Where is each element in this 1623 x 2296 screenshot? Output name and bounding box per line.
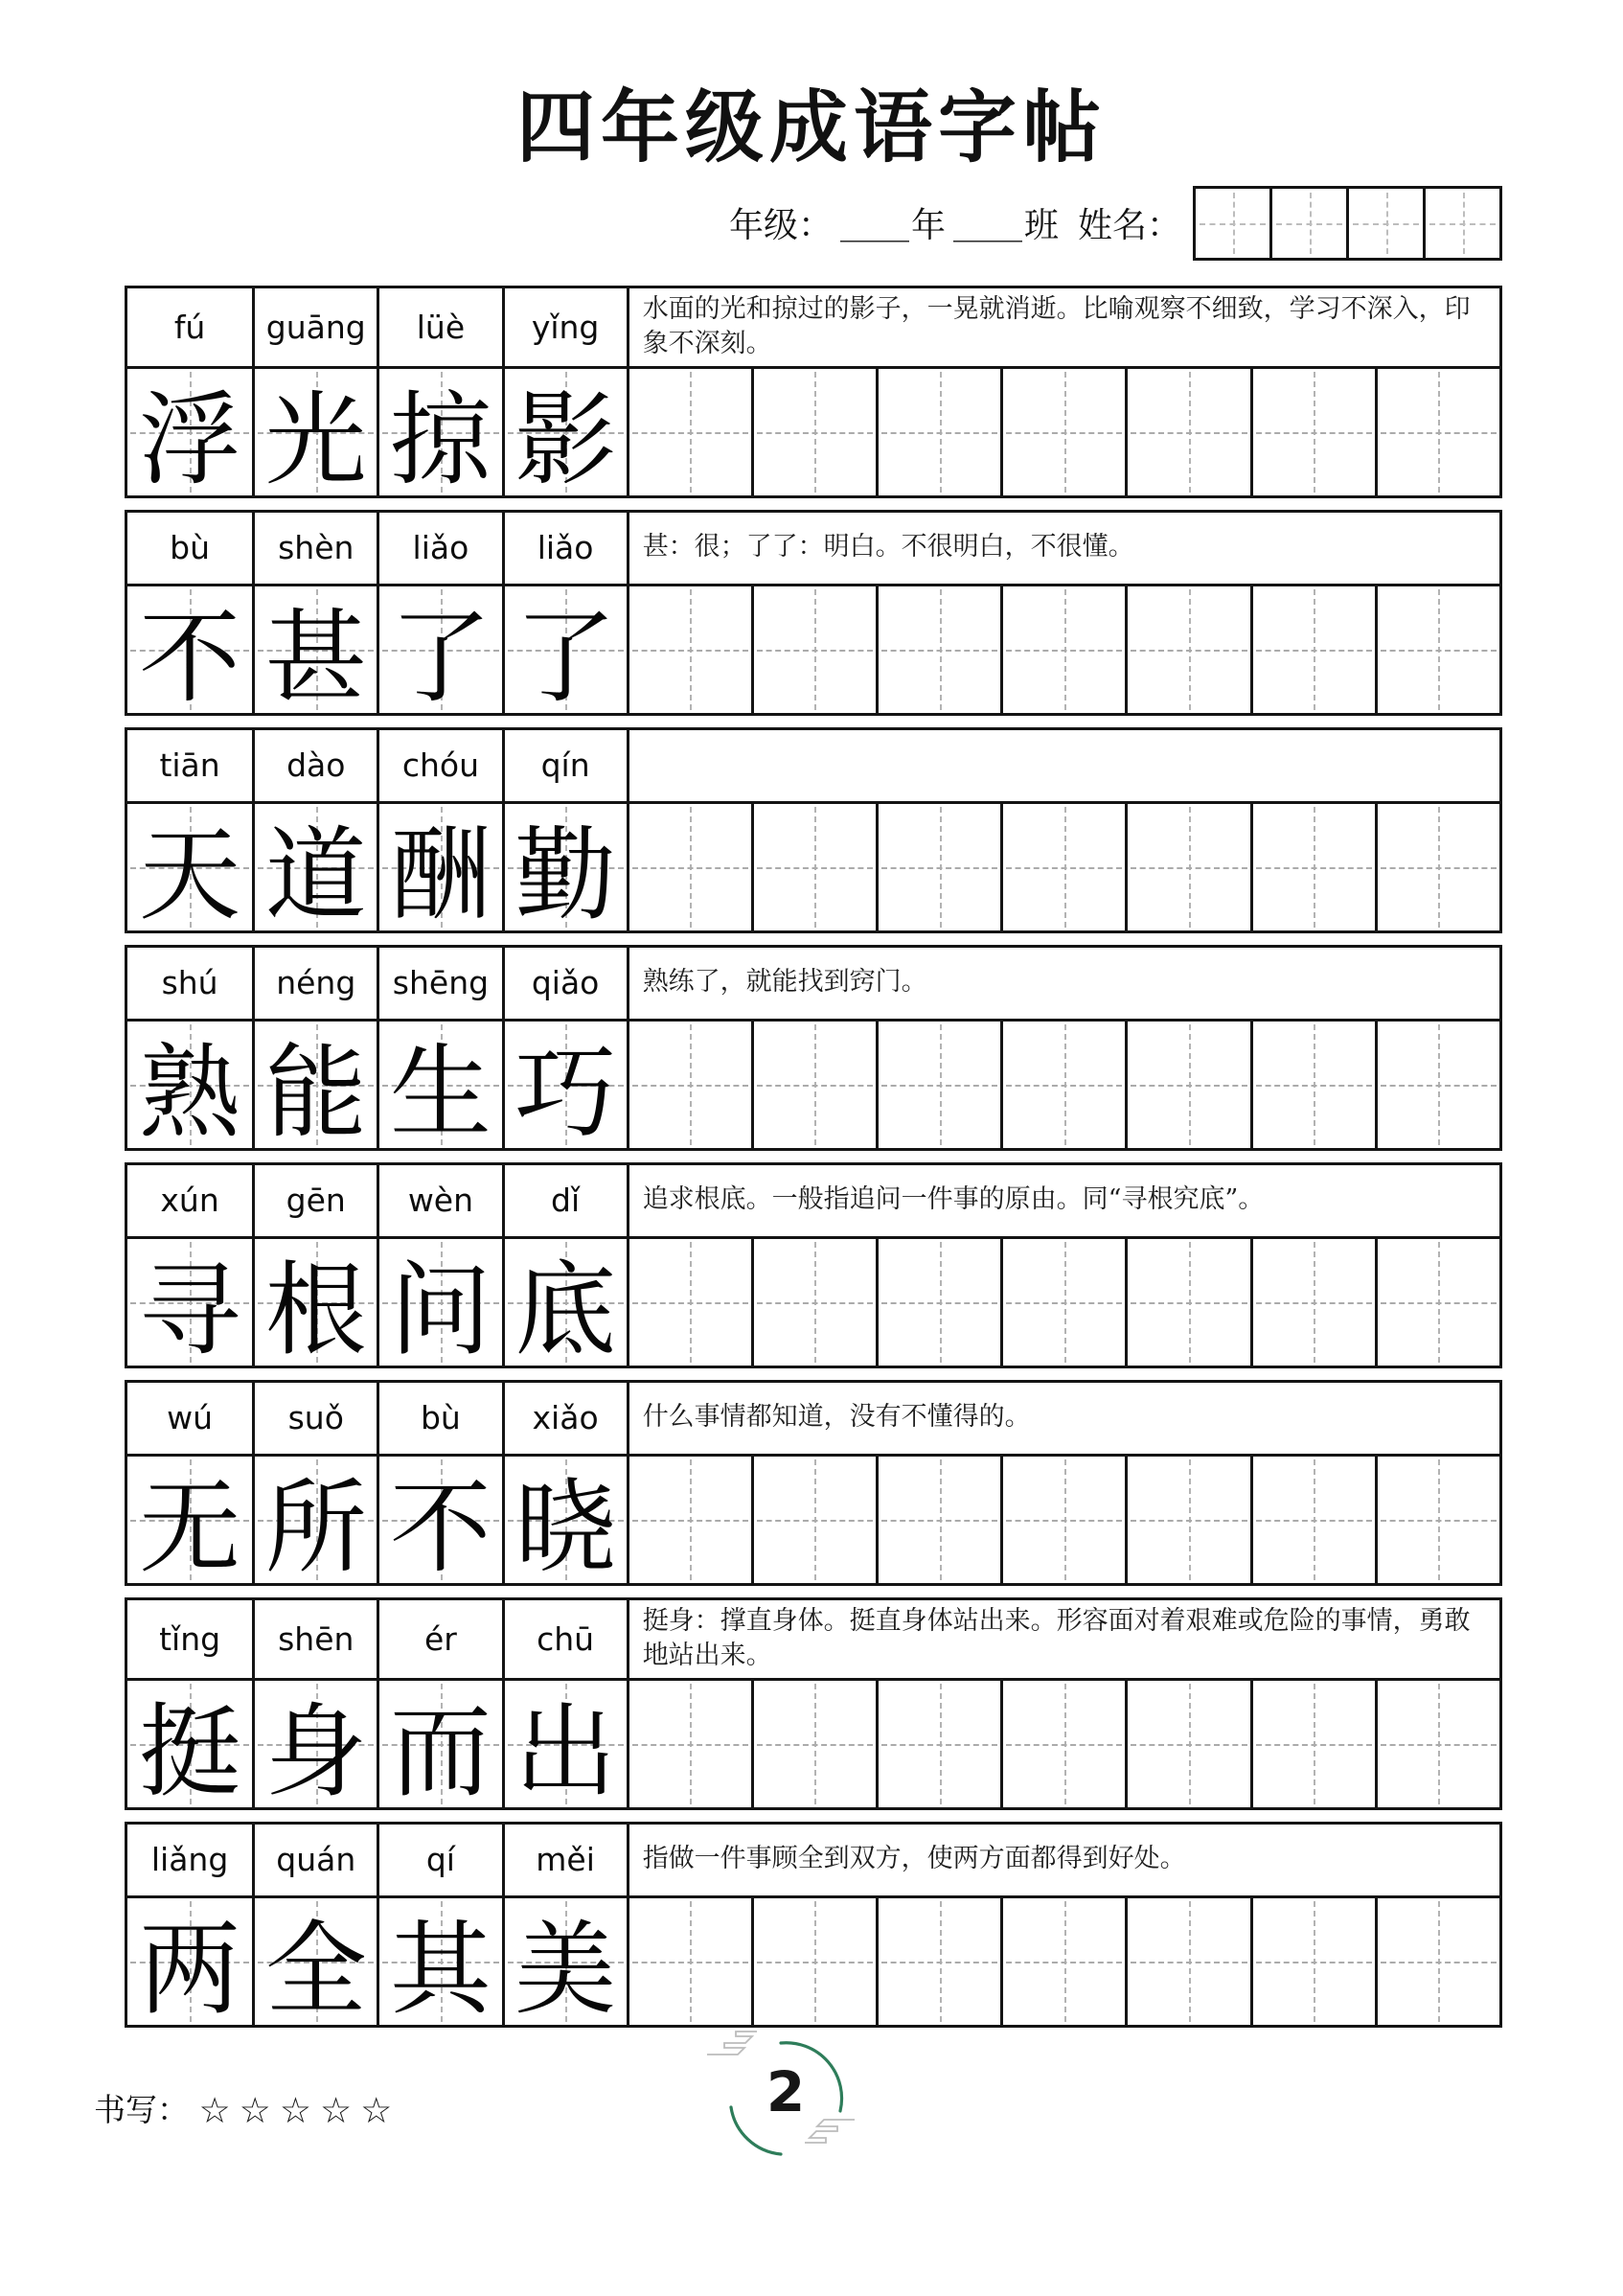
definition-text bbox=[627, 513, 1499, 584]
definition-text-content: 什么事情都知道，没有不懂得的。 bbox=[642, 1402, 1031, 1433]
practice-cell bbox=[1125, 586, 1249, 713]
model-character-cell bbox=[377, 1457, 501, 1587]
practice-cell bbox=[1000, 586, 1125, 713]
practice-cell bbox=[876, 804, 1000, 930]
idiom-block bbox=[125, 1597, 1502, 1810]
pinyin-cell: shèn bbox=[252, 513, 377, 584]
pinyin-definition-row bbox=[127, 513, 1499, 586]
practice-cell bbox=[1375, 1457, 1499, 1583]
name-box bbox=[1196, 189, 1269, 258]
practice-cell bbox=[1125, 1457, 1249, 1583]
practice-cell bbox=[1375, 586, 1499, 713]
idiom-block bbox=[125, 1162, 1502, 1368]
pinyin-cell: chū bbox=[502, 1600, 627, 1678]
pinyin-cell: shēn bbox=[252, 1600, 377, 1678]
model-character: 其 bbox=[389, 1910, 491, 2029]
practice-cell bbox=[751, 1239, 876, 1366]
practice-cell bbox=[876, 1022, 1000, 1148]
model-character: 晓 bbox=[514, 1468, 617, 1587]
idiom-block bbox=[125, 727, 1502, 933]
practice-cell bbox=[1375, 369, 1499, 495]
pinyin-cell: qiǎo bbox=[502, 948, 627, 1019]
pinyin-definition-row bbox=[127, 730, 1499, 804]
pinyin-cell: liǎo bbox=[502, 513, 627, 584]
model-character: 光 bbox=[264, 380, 367, 499]
model-character: 道 bbox=[264, 815, 367, 934]
practice-row bbox=[127, 369, 1499, 499]
model-character: 无 bbox=[139, 1468, 241, 1587]
practice-cell bbox=[1375, 1022, 1499, 1148]
pinyin-cell: tiān bbox=[159, 746, 220, 785]
definition-text bbox=[627, 1383, 1499, 1454]
idiom-block bbox=[125, 1380, 1502, 1586]
model-character-cell bbox=[127, 1898, 252, 2029]
model-character-cell bbox=[377, 1239, 501, 1369]
model-character-cell bbox=[252, 1022, 377, 1152]
pinyin-cell: liǎo bbox=[377, 513, 501, 584]
model-character: 而 bbox=[389, 1692, 491, 1811]
student-info-line bbox=[0, 186, 1502, 261]
practice-row bbox=[127, 1457, 1499, 1587]
model-character: 能 bbox=[264, 1033, 367, 1152]
model-character: 不 bbox=[139, 598, 241, 717]
pinyin-cell: wèn bbox=[377, 1165, 501, 1236]
pinyin-cell: wú bbox=[167, 1399, 214, 1437]
pinyin-cell: néng bbox=[252, 948, 377, 1019]
practice-cell bbox=[876, 1457, 1000, 1583]
model-character-cell bbox=[377, 1681, 501, 1811]
model-character-cell bbox=[252, 804, 377, 934]
practice-row bbox=[127, 1681, 1499, 1811]
practice-row bbox=[127, 586, 1499, 717]
idiom-block bbox=[125, 945, 1502, 1151]
model-character-cell bbox=[252, 1457, 377, 1587]
model-character-cell bbox=[252, 369, 377, 499]
pinyin-cell: dǐ bbox=[502, 1165, 627, 1236]
model-character-cell bbox=[502, 1457, 627, 1587]
practice-cell bbox=[1125, 804, 1249, 930]
practice-cell bbox=[1375, 1681, 1499, 1807]
model-character: 美 bbox=[514, 1910, 617, 2029]
pinyin-cell: guāng bbox=[252, 288, 377, 366]
name-box bbox=[1269, 189, 1346, 258]
definition-text-content: 水面的光和掠过的影子，一晃就消逝。比喻观察不细致，学习不深入，印象不深刻。 bbox=[642, 293, 1471, 359]
practice-cell bbox=[1250, 1022, 1375, 1148]
practice-cell bbox=[1250, 1898, 1375, 2025]
definition-text bbox=[627, 1825, 1499, 1895]
model-character: 熟 bbox=[139, 1033, 241, 1152]
definition-text-content: 挺身：撑直身体。挺直身体站出来。形容面对着艰难或危险的事情，勇敢地站出来。 bbox=[642, 1605, 1471, 1671]
model-character: 不 bbox=[389, 1468, 491, 1587]
model-character: 寻 bbox=[139, 1251, 241, 1369]
practice-cell bbox=[627, 586, 751, 713]
definition-text bbox=[627, 288, 1499, 366]
practice-cell bbox=[627, 1898, 751, 2025]
practice-cell bbox=[1125, 1239, 1249, 1366]
model-character-cell bbox=[377, 1898, 501, 2029]
pinyin-definition-row bbox=[127, 1383, 1499, 1457]
practice-cell bbox=[751, 369, 876, 495]
practice-cell bbox=[751, 1457, 876, 1583]
model-character-cell bbox=[377, 369, 501, 499]
pinyin-cell: quán bbox=[252, 1825, 377, 1895]
model-character-cell bbox=[502, 804, 627, 934]
model-character-cell bbox=[377, 1022, 501, 1152]
model-character-cell bbox=[502, 369, 627, 499]
definition-text-content: 熟练了，就能找到窍门。 bbox=[642, 967, 927, 998]
practice-cell bbox=[1000, 1239, 1125, 1366]
model-character-cell bbox=[127, 804, 252, 934]
practice-cell bbox=[876, 1681, 1000, 1807]
model-character: 全 bbox=[264, 1910, 367, 2029]
definition-text bbox=[627, 730, 1499, 801]
definition-text-content: 追求根底。一般指追问一件事的原由。同“寻根究底”。 bbox=[642, 1184, 1265, 1215]
pinyin-cell: qín bbox=[502, 730, 627, 801]
idiom-block bbox=[125, 286, 1502, 498]
pinyin-definition-row bbox=[127, 1600, 1499, 1681]
model-character-cell bbox=[377, 804, 501, 934]
practice-row bbox=[127, 1898, 1499, 2029]
practice-cell bbox=[1125, 1898, 1249, 2025]
practice-cell bbox=[1250, 1239, 1375, 1366]
pinyin-cell: yǐng bbox=[502, 288, 627, 366]
model-character: 所 bbox=[264, 1468, 367, 1587]
model-character: 身 bbox=[264, 1692, 367, 1811]
model-character-cell bbox=[252, 1898, 377, 2029]
pinyin-cell: tǐng bbox=[159, 1619, 221, 1658]
practice-cell bbox=[1375, 1898, 1499, 2025]
model-character-cell bbox=[127, 1022, 252, 1152]
definition-text bbox=[627, 1165, 1499, 1236]
practice-cell bbox=[876, 1239, 1000, 1366]
model-character: 勤 bbox=[514, 815, 617, 934]
idiom-block bbox=[125, 510, 1502, 716]
definition-text bbox=[627, 948, 1499, 1019]
practice-cell bbox=[1000, 1457, 1125, 1583]
model-character: 问 bbox=[389, 1251, 491, 1369]
practice-cell bbox=[876, 1898, 1000, 2025]
model-character-cell bbox=[502, 1239, 627, 1369]
definition-text-content: 指做一件事顾全到双方，使两方面都得到好处。 bbox=[642, 1844, 1186, 1874]
model-character: 了 bbox=[514, 598, 617, 717]
model-character-cell bbox=[252, 1681, 377, 1811]
practice-cell bbox=[751, 804, 876, 930]
name-box bbox=[1423, 189, 1499, 258]
pinyin-definition-row bbox=[127, 948, 1499, 1022]
practice-cell bbox=[751, 1681, 876, 1807]
practice-cell bbox=[1000, 804, 1125, 930]
model-character: 两 bbox=[139, 1910, 241, 2029]
pinyin-cell: xún bbox=[160, 1182, 219, 1220]
pinyin-definition-row bbox=[127, 1165, 1499, 1239]
grade-label: 年级： bbox=[728, 206, 833, 246]
practice-cell bbox=[1000, 1681, 1125, 1807]
practice-cell bbox=[1250, 804, 1375, 930]
practice-row bbox=[127, 1022, 1499, 1152]
practice-cell bbox=[1250, 369, 1375, 495]
model-character: 根 bbox=[264, 1251, 367, 1369]
pinyin-cell: lüè bbox=[377, 288, 501, 366]
pinyin-cell: xiǎo bbox=[502, 1383, 627, 1454]
model-character-cell bbox=[502, 1681, 627, 1811]
practice-cell bbox=[1125, 369, 1249, 495]
model-character-cell bbox=[127, 369, 252, 499]
practice-cell bbox=[627, 369, 751, 495]
model-character-cell bbox=[127, 1457, 252, 1587]
model-character: 底 bbox=[514, 1251, 617, 1369]
pinyin-cell: qí bbox=[377, 1825, 501, 1895]
pinyin-cell: shú bbox=[161, 964, 218, 1002]
model-character-cell bbox=[502, 586, 627, 717]
page-number-decoration bbox=[705, 2018, 866, 2179]
practice-cell bbox=[1375, 804, 1499, 930]
name-box bbox=[1346, 189, 1423, 258]
practice-cell bbox=[751, 1022, 876, 1148]
model-character: 浮 bbox=[139, 380, 241, 499]
model-character: 了 bbox=[389, 598, 491, 717]
model-character: 甚 bbox=[264, 598, 367, 717]
pinyin-cell: shēng bbox=[377, 948, 501, 1019]
practice-cell bbox=[1250, 586, 1375, 713]
pinyin-definition-row bbox=[127, 288, 1499, 369]
pinyin-cell: bù bbox=[170, 529, 211, 567]
practice-cell bbox=[627, 1022, 751, 1148]
page-title: 四年级成语字帖 bbox=[515, 81, 1107, 173]
model-character-cell bbox=[127, 1681, 252, 1811]
pinyin-definition-row bbox=[127, 1825, 1499, 1898]
pinyin-cell: bù bbox=[377, 1383, 501, 1454]
pinyin-cell: suǒ bbox=[252, 1383, 377, 1454]
practice-cell bbox=[1000, 1898, 1125, 2025]
pinyin-cell: liǎng bbox=[150, 1841, 229, 1879]
pinyin-cell: gēn bbox=[252, 1165, 377, 1236]
model-character-cell bbox=[127, 586, 252, 717]
pinyin-cell: fú bbox=[173, 308, 206, 346]
pinyin-cell: ér bbox=[377, 1600, 501, 1678]
practice-cell bbox=[627, 1239, 751, 1366]
pinyin-cell: měi bbox=[502, 1825, 627, 1895]
model-character: 掠 bbox=[389, 380, 491, 499]
practice-row bbox=[127, 804, 1499, 934]
model-character: 出 bbox=[514, 1692, 617, 1811]
model-character: 巧 bbox=[514, 1033, 617, 1152]
name-label: 姓名： bbox=[1077, 206, 1181, 246]
practice-cell bbox=[876, 369, 1000, 495]
star-rating-icons: ☆☆☆☆☆ bbox=[198, 2090, 401, 2131]
practice-cell bbox=[627, 1457, 751, 1583]
practice-cell bbox=[751, 586, 876, 713]
model-character: 挺 bbox=[139, 1692, 241, 1811]
definition-text bbox=[627, 1600, 1499, 1678]
model-character: 生 bbox=[389, 1033, 491, 1152]
practice-cell bbox=[751, 1898, 876, 2025]
class-blank: ____ bbox=[952, 203, 1022, 243]
practice-cell bbox=[1125, 1681, 1249, 1807]
writing-rating bbox=[94, 2085, 400, 2131]
model-character-cell bbox=[127, 1239, 252, 1369]
practice-row bbox=[127, 1239, 1499, 1369]
model-character-cell bbox=[502, 1898, 627, 2029]
model-character-cell bbox=[252, 586, 377, 717]
practice-cell bbox=[627, 804, 751, 930]
idiom-block bbox=[125, 1822, 1502, 2028]
idiom-practice-table bbox=[125, 286, 1502, 2028]
practice-cell bbox=[1000, 369, 1125, 495]
model-character: 影 bbox=[514, 380, 617, 499]
grade-blank: ____ bbox=[839, 203, 909, 243]
practice-cell bbox=[876, 586, 1000, 713]
page-number: 2 bbox=[766, 2059, 806, 2124]
definition-text-content: 甚：很；了了：明白。不很明白，不很懂。 bbox=[642, 532, 1134, 563]
pinyin-cell: dào bbox=[252, 730, 377, 801]
practice-cell bbox=[1250, 1457, 1375, 1583]
model-character-cell bbox=[377, 586, 501, 717]
practice-cell bbox=[1250, 1681, 1375, 1807]
model-character-cell bbox=[252, 1239, 377, 1369]
model-character-cell bbox=[502, 1022, 627, 1152]
name-writing-grid bbox=[1193, 186, 1502, 261]
practice-cell bbox=[1000, 1022, 1125, 1148]
writing-label: 书写： bbox=[94, 2091, 189, 2128]
pinyin-cell: chóu bbox=[377, 730, 501, 801]
practice-cell bbox=[1375, 1239, 1499, 1366]
model-character: 天 bbox=[139, 815, 241, 934]
class-label: 班 bbox=[1023, 206, 1059, 246]
practice-cell bbox=[1125, 1022, 1249, 1148]
year-label: 年 bbox=[910, 206, 946, 246]
practice-cell bbox=[627, 1681, 751, 1807]
model-character: 酬 bbox=[389, 815, 491, 934]
